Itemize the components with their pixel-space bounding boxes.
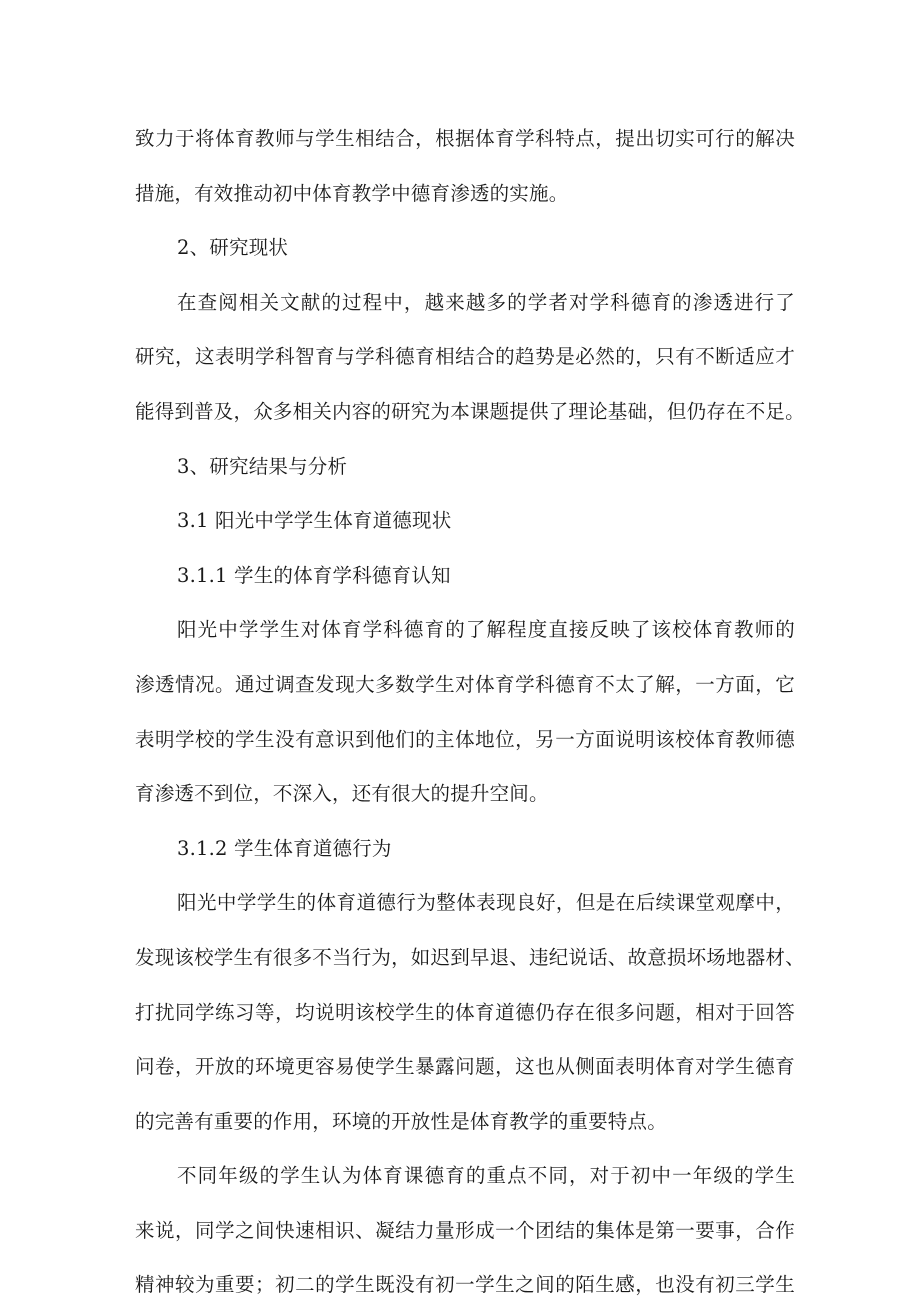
paragraph-grade-differences <box>135 1149 795 1313</box>
text-line: 育渗透不到位，不深入，还有很大的提升空间。 <box>135 782 549 806</box>
text-line: 问卷，开放的环境更容易使学生暴露问题，这也从侧面表明体育对学生德育 <box>135 1055 795 1079</box>
section-heading-3: 3、研究结果与分析 <box>177 454 348 478</box>
text-line: 能得到普及，众多相关内容的研究为本课题提供了理论基础，但仍存在不足。 <box>135 399 805 423</box>
text-line: 研究，这表明学科智育与学科德育相结合的趋势是必然的，只有不断适应才 <box>135 345 795 369</box>
text-line: 精神较为重要；初二的学生既没有初一学生之间的陌生感，也没有初三学生 <box>135 1273 795 1297</box>
text-line: 表明学校的学生没有意识到他们的主体地位，另一方面说明该校体育教师德 <box>135 727 795 751</box>
subsection-heading-3-1: 3.1 阳光中学学生体育道德现状 <box>177 509 452 533</box>
text-line: 来说，同学之间快速相识、凝结力量形成一个团结的集体是第一要事，合作 <box>135 1218 795 1242</box>
text-line: 发现该校学生有很多不当行为，如迟到早退、违纪说话、故意损坏场地器材、 <box>135 945 805 969</box>
text-line: 阳光中学学生的体育道德行为整体表现良好，但是在后续课堂观摩中， <box>177 891 795 915</box>
paragraph-moral-behavior <box>135 876 805 1149</box>
text-line: 在查阅相关文献的过程中，越来越多的学者对学科德育的渗透进行了 <box>177 290 795 314</box>
text-line: 措施，有效推动初中体育教学中德育渗透的实施。 <box>135 181 569 205</box>
text-line: 打扰同学练习等，均说明该校学生的体育道德仍存在很多问题，相对于回答 <box>135 1000 795 1024</box>
paragraph-moral-cognition <box>135 603 795 821</box>
text-line: 阳光中学学生对体育学科德育的了解程度直接反映了该校体育教师的 <box>177 618 795 642</box>
paragraph-intro-continued <box>135 112 795 221</box>
text-line: 不同年级的学生认为体育课德育的重点不同，对于初中一年级的学生 <box>177 1164 795 1188</box>
text-line: 致力于将体育教师与学生相结合，根据体育学科特点，提出切实可行的解决 <box>135 127 795 150</box>
subsection-heading-3-1-1: 3.1.1 学生的体育学科德育认知 <box>177 563 451 587</box>
text-line: 的完善有重要的作用，环境的开放性是体育教学的重要特点。 <box>135 1109 667 1133</box>
section-heading-2: 2、研究现状 <box>177 236 289 260</box>
text-line: 渗透情况。通过调查发现大多数学生对体育学科德育不太了解，一方面，它 <box>135 672 795 696</box>
subsection-heading-3-1-2: 3.1.2 学生体育道德行为 <box>177 836 392 860</box>
document-body <box>135 112 805 1313</box>
paragraph-research-status <box>135 276 805 440</box>
